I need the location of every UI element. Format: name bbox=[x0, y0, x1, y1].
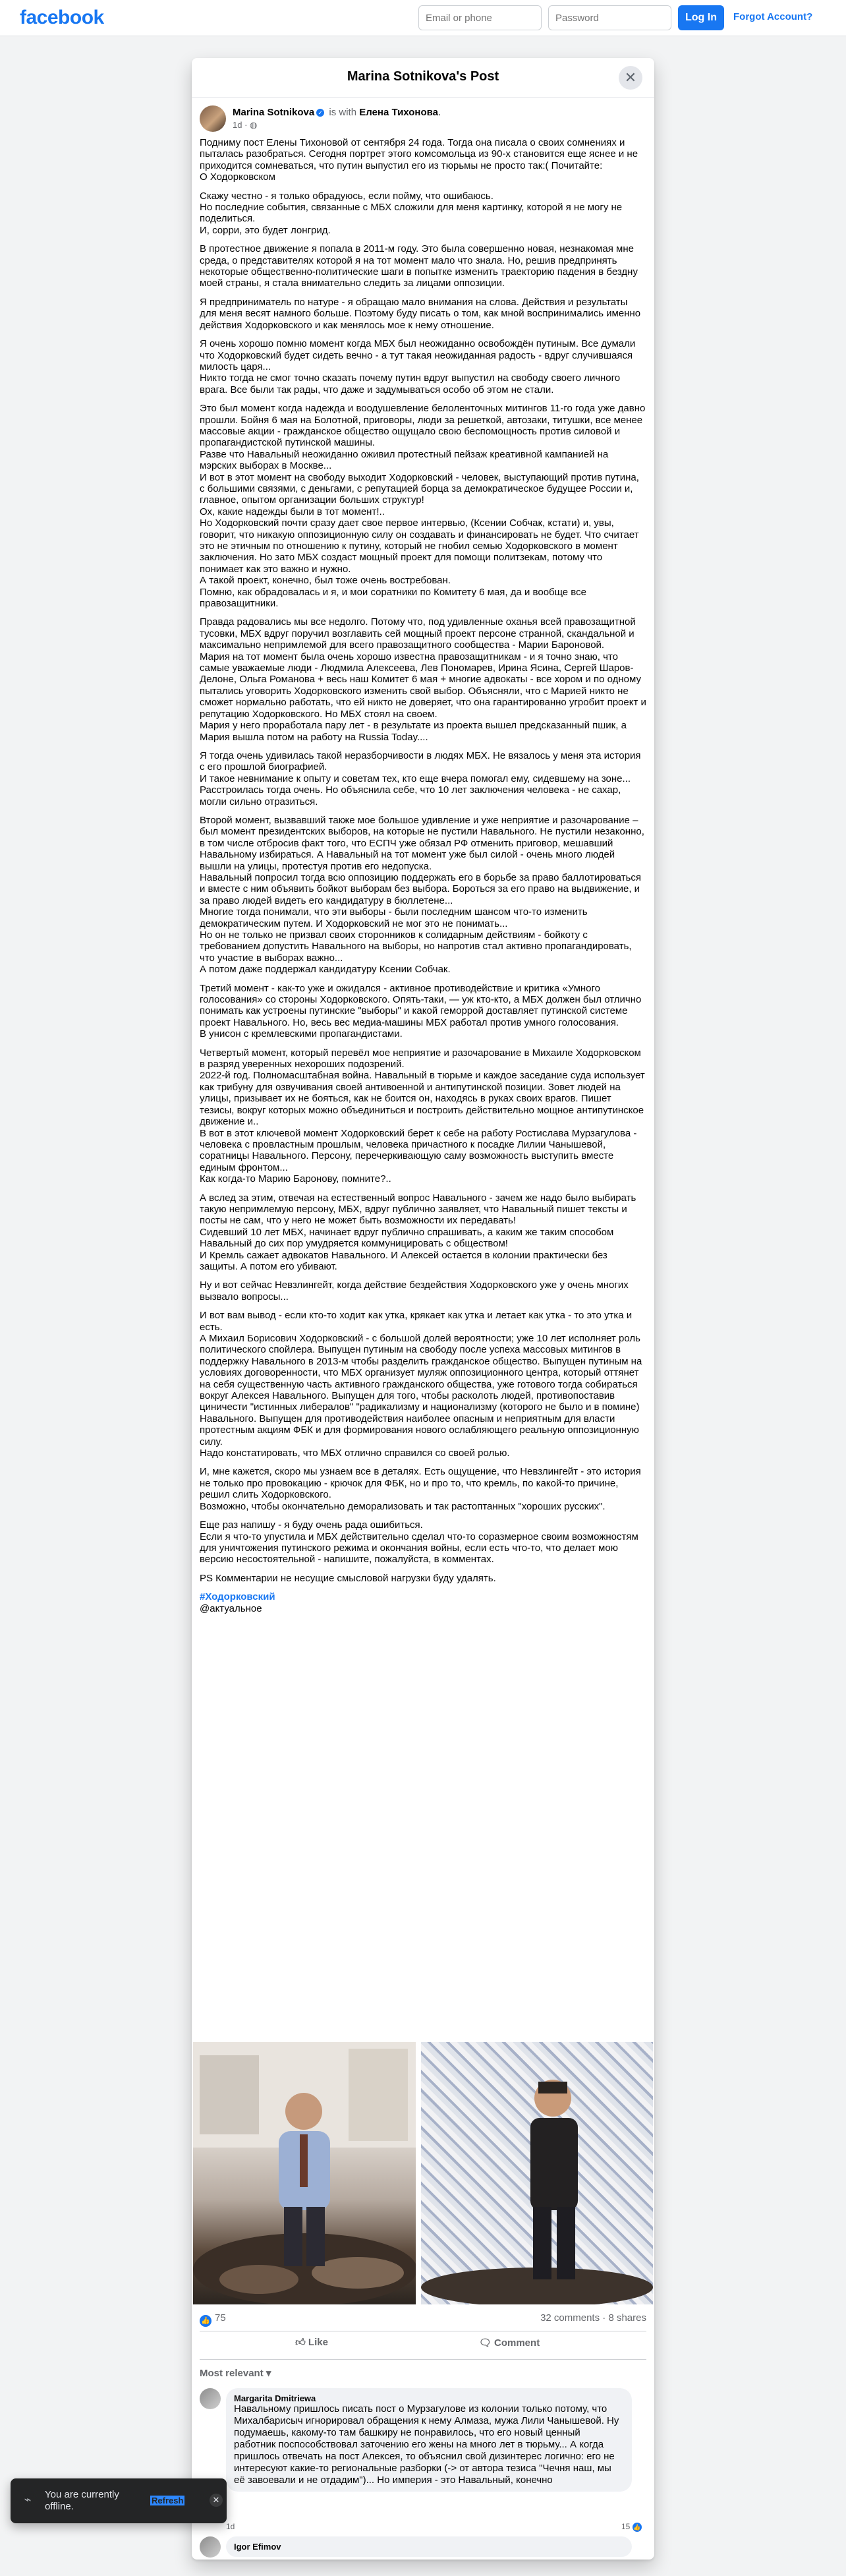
commenter-name[interactable]: Igor Efimov bbox=[234, 2542, 281, 2552]
comment-bubble bbox=[226, 2536, 632, 2557]
like-button[interactable] bbox=[246, 2337, 378, 2349]
with-prefix: is with bbox=[329, 107, 357, 118]
like-icon: 👍 bbox=[633, 2524, 641, 2531]
post-tag: @актуальное bbox=[200, 1602, 262, 1614]
post-photos bbox=[193, 2042, 653, 2304]
photo-2-illustration bbox=[421, 2042, 653, 2304]
post-paragraph: Я очень хорошо помню момент когда МБХ был неожиданно освобождён путиным. Все думали что Ходорковский будет сидеть вечно - а тут такая неожиданная радость - вдруг случившаяся милость царя... Никто тогда не смог точно сказать почему путин вдруг выпустил на свободу своего личного врага. Все были так рады, что даже и задумываться особо об этом не стали. bbox=[200, 338, 636, 395]
post-paragraph: PS Комментарии не несущие смысловой нагрузки буду удалять. bbox=[200, 1572, 496, 1584]
post-paragraph: Второй момент, вызвавший также мое большое удивление и уже неприятие и разочарование – был момент президентских выборов, на которые не пустили Навального. Не пустили незаконно, в том числе отбросив факт того, что ЕСПЧ уже обязал РФ отменить приговор, мешавший Навальному избираться. А Навальный на тот момент уже был силой - очень много людей вышли на улицы, протестуя против его недопуска. Навальный попросил тогда всю оппозицию поддержать его в борьбе за право баллотироваться и вместе с ним объявить бойкот выборам без выбора. Бороться за его право на выдвижение, и за право людей видеть его кандидатуру в бюллетене... Многие тогда понимали, что эти выборы - были последним шансом что-то изменить демократическим путем. И Ходорковский не мог это не понимать... Но он не только не призвал своих сторонников к солидарным действиям - бойкоту с требованием допустить Навального на выборы, но напротив стал активно пропагандировать, что участие в выборах важно... А потом даже поддержал кандидатуру Ксении Собчак. bbox=[200, 814, 644, 976]
refresh-link[interactable]: Refresh bbox=[152, 2496, 184, 2505]
close-icon[interactable]: ✕ bbox=[619, 66, 642, 90]
reaction-count[interactable]: 75 bbox=[215, 2312, 226, 2324]
email-input[interactable] bbox=[418, 5, 542, 30]
post-actions bbox=[200, 2331, 646, 2360]
post-paragraph: Я тогда очень удивилась такой неразборчивости в людях МБХ. Не вязалось у меня эта история с его прошлой биографией. И такое невнимание к опыту и советам тех, кто еще вчера помогал ему, сидевшему на зоне... Расстроилась тогда очень. Но объяснила себе, что 10 лет заключения человека - не сахар, могли сильно отразиться. bbox=[200, 749, 641, 807]
top-nav-bar bbox=[0, 0, 846, 36]
author-avatar[interactable] bbox=[200, 105, 226, 132]
post-paragraph: В протестное движение я попала в 2011-м году. Это была совершенно новая, незнакомая мне среда, о представителях которой я на тот момент мало что знала. Но, решив предпринять некоторые общественно-политические шаги в попытке изменить траекторию падения в бездну моей страны, я стала внимательно следить за лицами оппозиции. bbox=[200, 243, 638, 289]
reaction-stats bbox=[200, 2312, 646, 2327]
share-count[interactable]: 8 shares bbox=[608, 2312, 646, 2324]
photo-1-illustration bbox=[193, 2042, 416, 2304]
post-body bbox=[200, 137, 646, 1614]
comment-text: Навальному пришлось писать пост о Мурзагулове из колонии только потому, что Михалбарисыч игнорировал обращения к нему Алмаза, мужа Лили Чанышевой. Ну подумаешь, какому-то там башкиру не понравилось, что его новый ценный работник поспособствовал заточению его жены на много лет в тюрьму... А когда пришлось отвечать на пост Алексея, то объяснил свой дизинтерес логично: его не интересуют какие-то региональные разборки (-> от автора тезиса "Чечня наш, мы её завоевали и не отдадим")... Но империя - это Навальный, конечно bbox=[234, 2403, 619, 2486]
post-paragraph: Ну и вот сейчас Невзлингейт, когда действие бездействия Ходорковского уже у очень многих вызвало вопросы... bbox=[200, 1279, 629, 1303]
post-paragraph: Это был момент когда надежда и воодушевление белоленточных митингов 11-го года уже давно прошли. Бойня 6 мая на Болотной, приговоры, люди за решеткой, автозаки, титушки, все менее массовые акции - гражданское общество ощущало свою беспомощность против силовой и пропагандистской путинской машины. Разве что Навальный неожиданно оживил протестный пейзаж креативной кампанией на мэрских выборах в Москве... И вот в этот момент на свободу выходит Ходорковский - человек, выступающий против путина, с большими связями, с деньгами, с репутацией борца за демократическое будущее России и, главное, опытом организации больших структур! Ох, какие надежды были в тот момент!.. Но Ходорковский почти сразу дает свое первое интервью, (Ксении Собчак, кстати) и, увы, говорит, что никакую оппозиционную силу он создавать и финансировать не будет. Что считает это не этичным по отношению к путину, который не гнобил семью Ходорковского в момент заключения. Но зато МБХ создаст мощный проект для помощи политзекам, потому что понимает как это важно и нужно. А такой проект, конечно, был тоже очень востребован. Помню, как обрадовалась и я, и мои соратники по Комитету 6 мая, да и вообще все правозащитники. bbox=[200, 403, 646, 610]
speech-bubble-icon: 🗨 bbox=[478, 2337, 492, 2349]
globe-icon: ◍ bbox=[250, 120, 258, 130]
password-input[interactable] bbox=[548, 5, 671, 30]
post-paragraph: Я предприниматель по натуре - я обращаю мало внимания на слова. Действия и результаты для меня весят намного больше. Поэтому буду писать о том, как мной воспринимались именно действия Ходорковского и как менялось мое к нему отношение. bbox=[200, 296, 641, 331]
verified-badge-icon: ✓ bbox=[316, 109, 324, 117]
wifi-off-icon: ⌁ bbox=[24, 2493, 32, 2506]
stats-separator: · bbox=[600, 2312, 609, 2324]
forgot-account-link[interactable]: Forgot Account? bbox=[733, 11, 813, 22]
thumbs-up-icon: 👍︎ bbox=[295, 2337, 306, 2348]
post-paragraph: И вот вам вывод - если кто-то ходит как утка, крякает как утка и летает как утка - то это утка и есть. А Михаил Борисович Ходорковский - с большой долей вероятности; уже 10 лет исполняет роль политического спойлера. Выпущен путиным на свободу после успеха массовых митингов в поддержку Навального в 2013-м чтобы разделить гражданское общество. Выпущен путиным на условиях договоренности, что МБХ организует муляж оппозиционного центра, который оттянет на себя существенную часть активного гражданского общества, уже готового тогда собираться вокруг Алексея Навального. Выпущен для того, чтобы расколоть людей, противопоставив циничести "истинных либералов" "радикализму и национализму (которого не было и в помине) Навального. Выпущен для противодействия наиболее опасным и неприятным для власти протестным акциям ФБК и для формирования нового ослабляющего реальную оппозиционную силу. Надо констатировать, что МБХ отлично справился со своей ролью. bbox=[200, 1310, 642, 1459]
post-photo-2[interactable] bbox=[421, 2042, 653, 2304]
facebook-logo[interactable]: facebook bbox=[20, 7, 104, 28]
post-paragraph: Скажу честно - я только обрадуюсь, если пойму, что ошибаюсь. Но последние события, связанные с МБХ сложили для меня картинку, которой я не могу не поделиться. И, сорри, это будет лонгрид. bbox=[200, 190, 623, 236]
commenter-avatar[interactable] bbox=[200, 2388, 221, 2409]
comment-time[interactable]: 1d bbox=[226, 2522, 235, 2531]
author-line: Marina Sotnikova ✓ is with Елена Тихонова. bbox=[233, 107, 441, 118]
comment-label: Comment bbox=[494, 2337, 540, 2349]
like-icon: 👍 bbox=[200, 2315, 212, 2327]
post-paragraph: А вслед за этим, отвечая на естественный вопрос Навального - зачем же надо было выбирать такую непримлемую персону, МБХ, вдруг публично заявляет, что Навальный пишет тексты и посты не сам, что у него не может быть возможности их передавать! Сидевший 10 лет МБХ, начинает вдруг публично спрашивать, а каким же таким способом Навальный до сих пор умудряется коммуницировать с обществом! И Кремль сажает адвокатов Навального. И Алексей остается в колонии практически без защиты. А потом его убивают. bbox=[200, 1192, 636, 1272]
login-button[interactable]: Log In bbox=[678, 5, 724, 30]
like-label: Like bbox=[308, 2337, 328, 2348]
modal-header bbox=[192, 58, 654, 98]
offline-toast bbox=[11, 2478, 227, 2523]
post-paragraph: И, мне кажется, скоро мы узнаем все в деталях. Есть ощущение, что Невзлингейт - это история не только про провокацию - крючок для ФБК, но и про то, что кремль, по какой-то причине, решил слить Ходорковского. Возможно, чтобы окончательно деморализовать и так растоптанных "хороших русских". bbox=[200, 1466, 641, 1512]
post-paragraph: Подниму пост Елены Тихоновой от сентября 24 года. Тогда она писала о своих сомнениях и пыталась разобраться. Сегодня портрет этого комсомольца из 90-х становится еще яснее и не приходится сомневаться, что путин выпустил его из тюрьмы не просто так:( Почитайте: О Ходорковском bbox=[200, 137, 638, 183]
post-meta bbox=[233, 120, 257, 131]
offline-message: You are currently offline. bbox=[45, 2489, 119, 2512]
post-paragraph: Правда радовались мы все недолго. Потому что, под удивленные оханья всей правозащитной тусовки, МБХ вдруг поручил возглавить сей мощный проект персоне странной, скандальной и максимально непримлемой для всего правозащитного сообщества - Марии Бароновой. Мария на тот момент была очень хорошо известна правозащитникам - и я точно знаю, что самые уважаемые люди - Людмила Алексеева, Лев Пономарев, Ирина Ясина, Сергей Шаров-Делоне, Ольга Романова + весь наш Комитет 6 мая + многие адвокаты - все хором и по одному пытались уговорить Ходорковского изменить свой выбор. Объясняли, что с Марией никто не сможет нормально работать, что ей никто не доверяет, что она гарантированно угробит проект и репутацию Ходорковского. Но МБХ стоял на своем. Мария у него проработала пару лет - в результате из проекта вышел предсказанный пшик, а Мария вышла потом на работу на Russia Today.... bbox=[200, 616, 646, 743]
close-icon[interactable]: ✕ bbox=[210, 2494, 223, 2507]
commenter-avatar[interactable] bbox=[200, 2536, 221, 2558]
comment-button[interactable] bbox=[443, 2337, 575, 2349]
modal-title: Marina Sotnikova's Post bbox=[347, 69, 499, 84]
comment-bubble bbox=[226, 2388, 632, 2492]
post-time[interactable]: 1d · bbox=[233, 120, 250, 130]
author-name[interactable]: Marina Sotnikova bbox=[233, 107, 315, 118]
post-hashtag[interactable]: #Ходорковский bbox=[200, 1591, 275, 1603]
post-photo-1[interactable] bbox=[193, 2042, 416, 2304]
post-paragraph: Третий момент - как-то уже и ожидался - активное противодействие и критика «Умного голосования» со стороны Ходорковского. Опять-таки, — уж кто-кто, а МБХ должен был отлично понимать как устроены путинские "выборы" и какой геморрой доставляет путинской системе проект Навального. Но, весь вес медиа-машины МБХ работал против умного голосования. В унисон с кремлевскими пропагандистами. bbox=[200, 982, 642, 1040]
tagged-person-name[interactable]: Елена Тихонова bbox=[359, 107, 439, 118]
comment-sort-dropdown[interactable]: Most relevant ▾ bbox=[200, 2368, 271, 2379]
post-header bbox=[200, 105, 648, 134]
post-modal bbox=[192, 58, 654, 2560]
commenter-name[interactable]: Margarita Dmitriewa bbox=[234, 2393, 316, 2403]
comment-count[interactable]: 32 comments bbox=[540, 2312, 600, 2324]
comment-like-count[interactable] bbox=[621, 2522, 642, 2532]
comment-likes-value: 15 bbox=[621, 2522, 631, 2531]
post-paragraph: Четвертый момент, который перевёл мое неприятие и разочарование в Михаиле Ходорковском в разряд уверенных нехороших подозрений. 2022-й год. Полномасштабная война. Навальный в тюрьме и каждое заседание суда использует как трибуну для озвучивания своей антивоенной и антипутинской позиции. Зовет людей на улицы, призывает их не бояться, как не боится он, находясь в руках своих врагов. Пишет тезисы, вокруг которых можно объединиться и построить действительно мощное антипутинское движение и.. В вот в этот ключевой момент Ходорковский берет к себе на работу Ростислава Мурзагулова - человека с провластным прошлым, человека причастного к посадке Лилии Чанышевой, соратницы Навального. Персону, перечеркивающую саму возможность выступить вместе единым фронтом... Как когда-то Марию Баронову, помните?.. bbox=[200, 1047, 645, 1185]
post-paragraph: Еще раз напишу - я буду очень рада ошибиться. Если я что-то упустила и МБХ действительно сделал что-то соразмерное своим возможностям для уничтожения путинского режима и окончания войны, если есть что-то, что делает мою версию несостоятельной - напишите, пожалуйста, в комментах. bbox=[200, 1519, 638, 1566]
comment-share-counts bbox=[540, 2312, 646, 2324]
